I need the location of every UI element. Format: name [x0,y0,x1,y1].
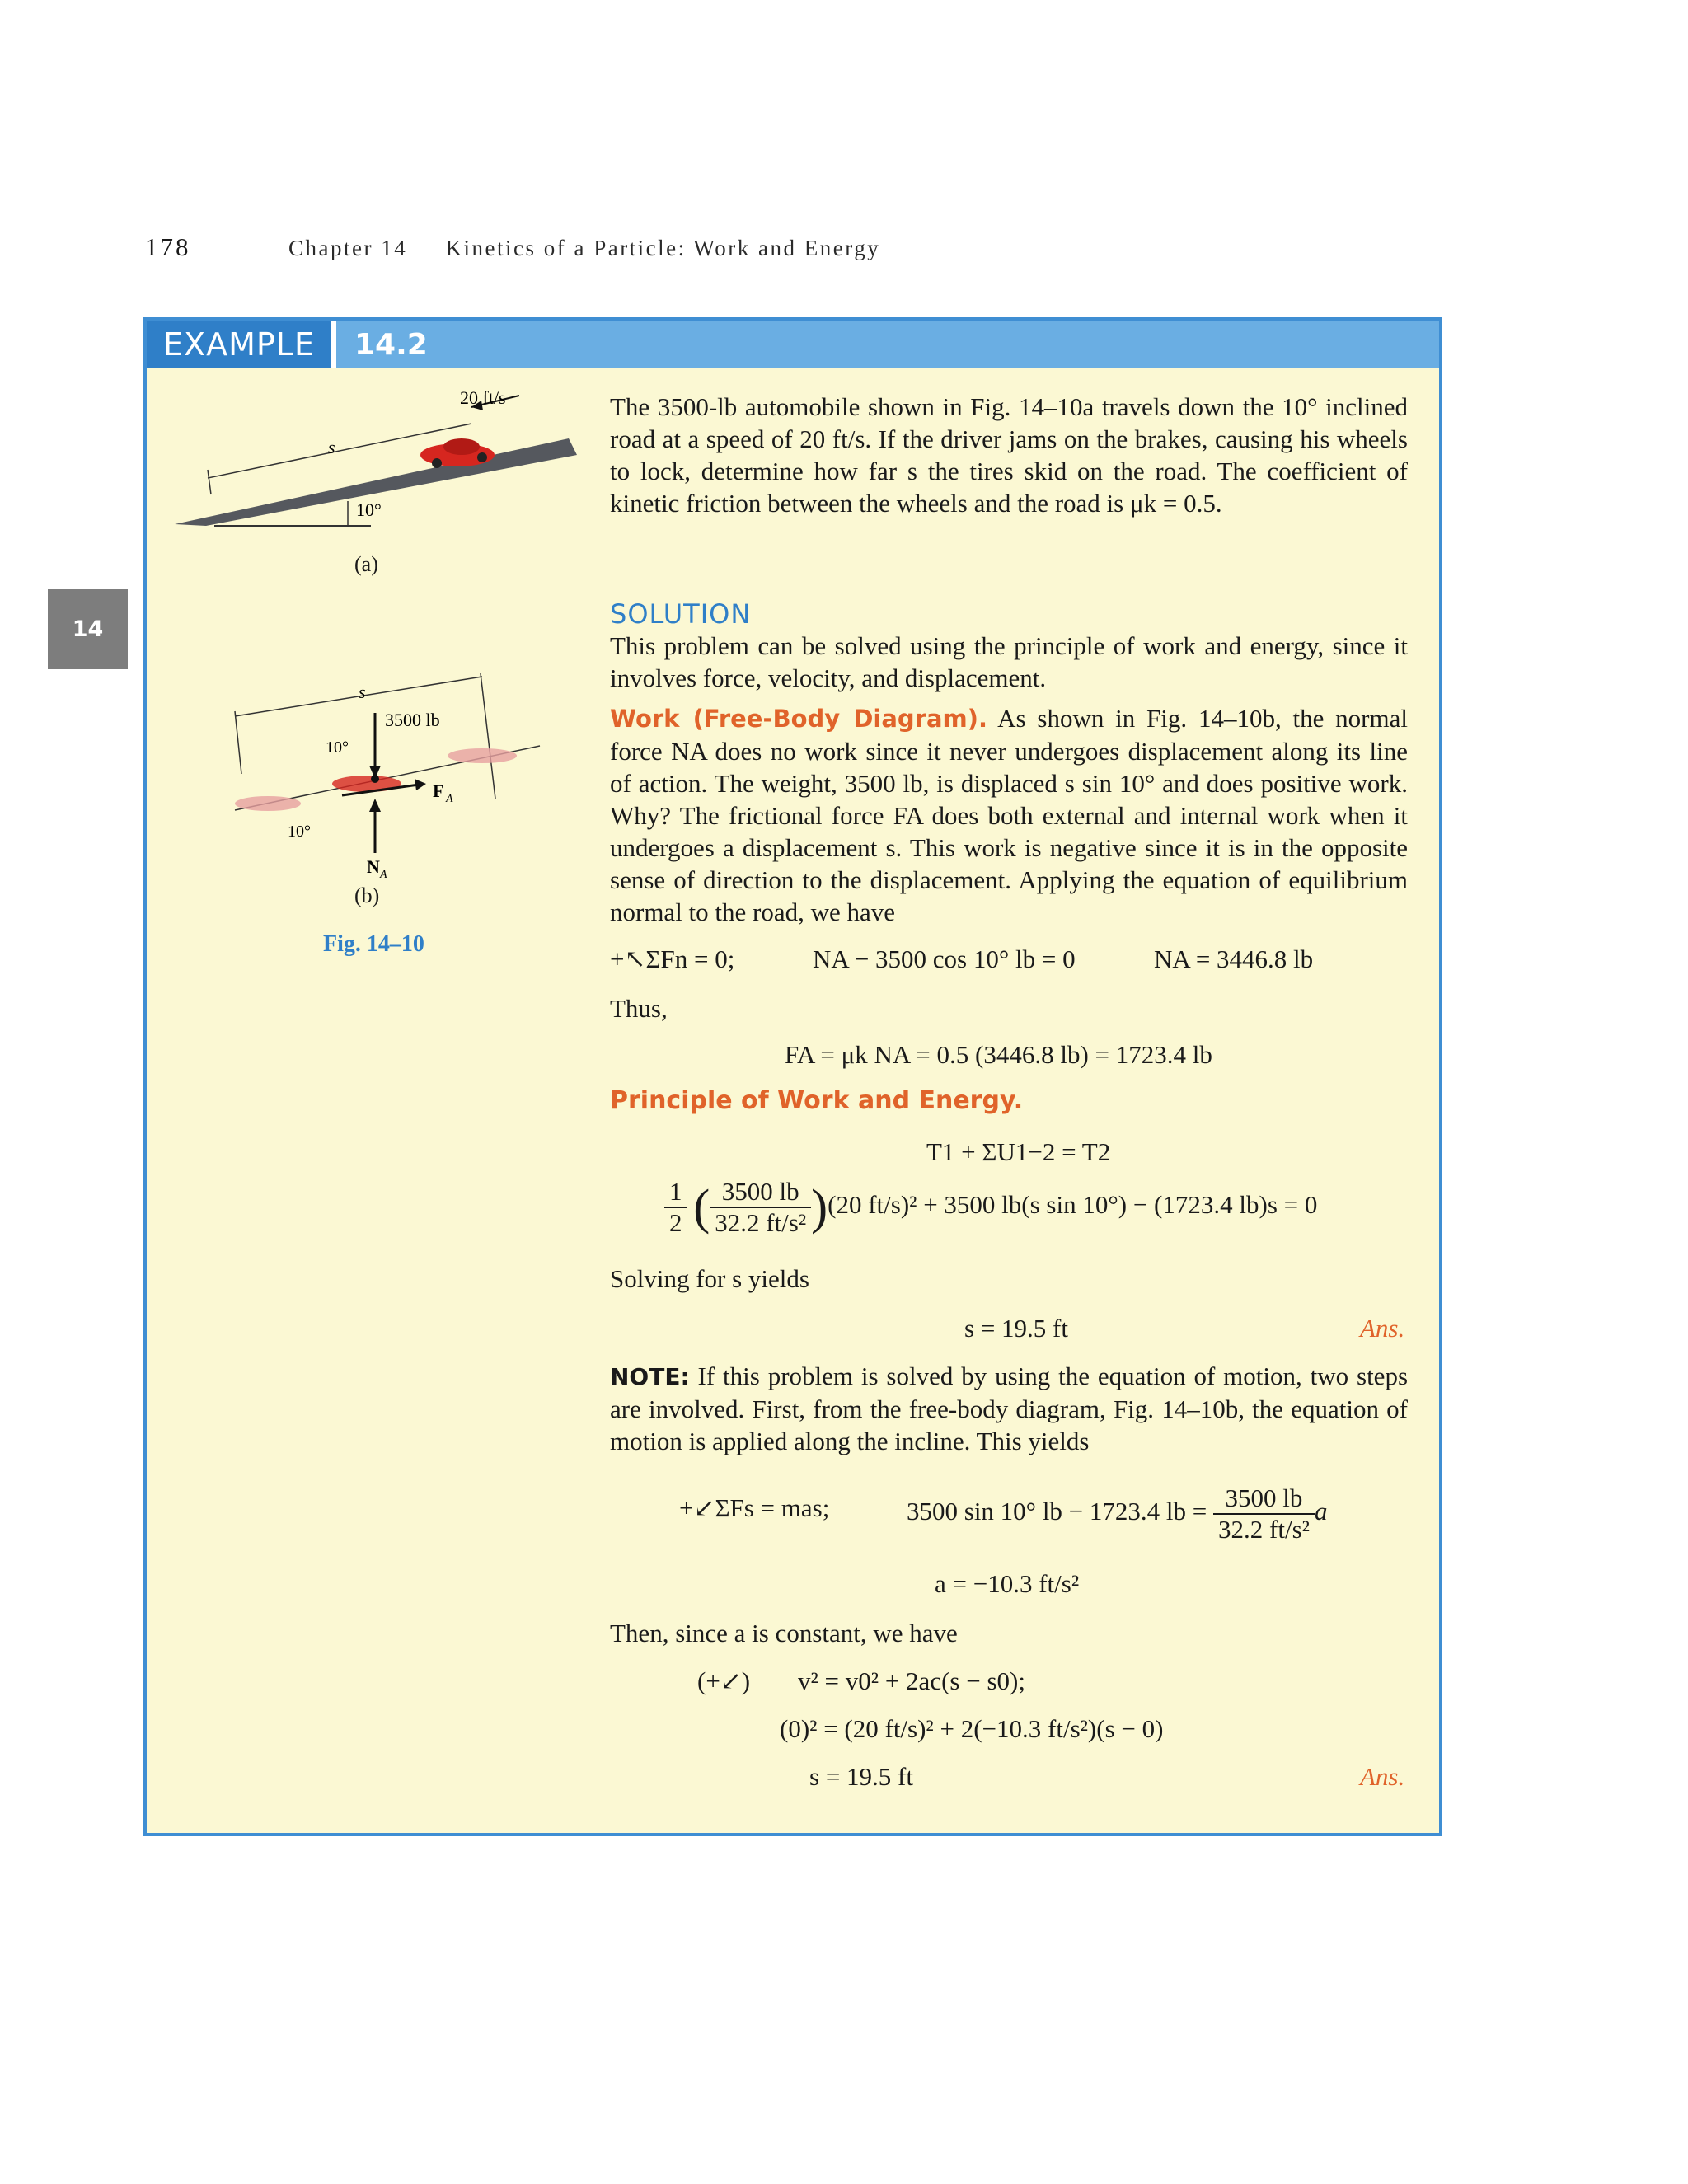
thus-text: Thus, [610,994,668,1023]
motion-num: 3500 lb [1213,1483,1315,1515]
solution-intro: This problem can be solved using the principle of work and energy, since it involves force, velocity, and displacement. [610,631,1408,692]
half-num: 1 [664,1177,687,1208]
answer-label-2: Ans. [1360,1762,1405,1791]
eq-friction: FA = μk NA = 0.5 (3446.8 lb) = 1723.4 lb [785,1040,1212,1069]
motion-left: 3500 sin 10° lb − 1723.4 lb = [907,1497,1207,1526]
work-heading: Work (Free-Body Diagram). [610,705,988,733]
mass-fraction [710,1177,811,1238]
work-text: As shown in Fig. 14–10b, the normal force NA does no work since it never undergoes displacement along its line of action. The weight, 3500 lb, is displaced s sin 10° and does positive work. Why? The frictional force FA does both external and internal work when it undergoes a displacement s. This work is negative since it is in the opposite sense of direction to the displacement. Applying the equation of equilibrium normal to the road, we have [610,704,1408,926]
eq-energy-substituted [664,1177,1317,1238]
figure-caption: Fig. 14–10 [323,931,424,957]
eq-kinematic-label: (+↙) [697,1666,751,1695]
solution-heading: SOLUTION [610,598,752,630]
chapter-title: Kinetics of a Particle: Work and Energy [445,236,881,260]
then-text: Then, since a is constant, we have [610,1619,958,1647]
normal-force-label-sub: A [380,869,387,881]
eq-equilibrium-label: +↖ΣFn = 0; [610,944,735,973]
eq-result-s: s = 19.5 ft [964,1314,1068,1343]
answer-label: Ans. [1360,1314,1405,1343]
half-fraction [664,1177,687,1238]
dimension-tick-left-b [235,711,241,774]
eq-acceleration: a = −10.3 ft/s² [935,1569,1080,1598]
dimension-tick-left [208,470,211,494]
angle-label-b1: 10° [326,738,349,757]
half-den: 2 [669,1208,682,1237]
angle-label-a: 10° [356,499,382,520]
solving-text: Solving for s yields [610,1264,809,1293]
friction-label-sub: A [446,793,453,805]
eq-result-s2: s = 19.5 ft [809,1762,913,1791]
example-header-divider [331,321,336,368]
note-text: If this problem is solved by using the equation of motion, two steps are involved. First, from the free-body diagram, Fig. 14–10b, the equation of motion is applied along the incline. This yields [610,1361,1409,1455]
friction-arrowhead-icon [415,779,426,790]
eq-motion [907,1483,1327,1544]
figure-a [165,387,577,536]
example-label: EXAMPLE [147,321,331,368]
note-paragraph [610,1360,1408,1457]
page-number: 178 [145,232,191,261]
dim-label-s-b: s [359,682,366,702]
figure-b [202,663,548,886]
angle-label-b2: 10° [288,823,311,841]
normal-force-label: N [367,856,380,877]
figure-a-label: (a) [354,552,378,576]
speed-label: 20 ft/s [460,387,506,408]
chapter-thumb-tab: 14 [48,589,128,669]
figure-b-label: (b) [354,883,380,907]
eq-work-energy: T1 + ΣU1−2 = T2 [926,1137,1111,1166]
energy-rest: (20 ft/s)² + 3500 lb(s sin 10°) − (1723.4 lb)s = 0 [828,1190,1318,1220]
eq-kinematic-substituted: (0)² = (20 ft/s)² + 2(−10.3 ft/s²)(s − 0) [780,1714,1164,1743]
mass-num: 3500 lb [710,1177,811,1208]
eq-normal-result: NA = 3446.8 lb [1154,944,1314,973]
eq-kinematic: v² = v0² + 2ac(s − s0); [798,1666,1025,1695]
eq-equilibrium: NA − 3500 cos 10° lb = 0 [813,944,1076,973]
problem-statement: The 3500-lb automobile shown in Fig. 14–10a travels down the 10° inclined road at a speed of 20 ft/s. If the driver jams on the brakes, causing his wheels to lock, determine how far s the tires skid on the road. The coefficient of kinetic friction between the wheels and the road is μk = 0.5. [610,392,1408,518]
motion-a: a [1314,1497,1328,1526]
dimension-tick-right-b [481,673,495,799]
work-paragraph [610,702,1408,928]
paren-open: ( [693,1179,710,1235]
dim-label-s: s [328,437,335,457]
paren-close: ) [811,1179,828,1235]
motion-fraction [1213,1483,1315,1544]
energy-heading: Principle of Work and Energy. [610,1086,1024,1115]
example-header [147,321,1439,368]
friction-label: F [433,780,444,801]
eq-motion-label: +↙ΣFs = mas; [679,1493,830,1522]
motion-den: 32.2 ft/s² [1218,1515,1310,1544]
weight-label: 3500 lb [385,710,440,730]
mass-den: 32.2 ft/s² [715,1208,807,1237]
chapter-label: Chapter 14 [288,236,408,260]
normal-arrowhead-icon [369,799,381,812]
note-label: NOTE: [610,1363,690,1390]
running-head [288,236,880,261]
example-number: 14.2 [354,327,428,362]
example-box [143,317,1442,1836]
